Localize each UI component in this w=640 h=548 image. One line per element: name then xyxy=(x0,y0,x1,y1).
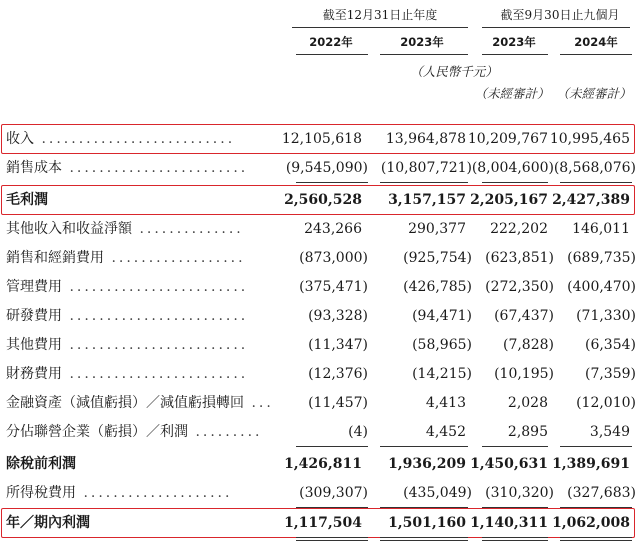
row-label: 收入 .......................... xyxy=(6,131,236,147)
cell-2023-annual: (435,049) xyxy=(403,485,472,501)
subtotal-rule-2024-nine-months xyxy=(560,182,632,183)
subtotal-rule-2022 xyxy=(296,507,368,508)
table-row-other-income xyxy=(0,216,640,242)
table-row-profit-before-tax xyxy=(0,451,640,477)
cell-2023-nine-months: 1,140,311 xyxy=(470,515,548,531)
cell-2024-nine-months: 146,011 xyxy=(572,221,630,237)
cell-2024-nine-months: (689,735) xyxy=(567,250,636,266)
column-header-2024-nine-months: 2024年 xyxy=(574,35,618,49)
cell-2024-nine-months: (71,330) xyxy=(576,308,636,324)
row-label: 除稅前利潤 xyxy=(6,456,76,472)
subtotal-rule-2022 xyxy=(296,446,368,447)
cell-2023-annual: (58,965) xyxy=(412,337,472,353)
table-row-cost-of-sales xyxy=(0,155,640,181)
column-header-2022-rule xyxy=(296,54,368,55)
total-double-rule-2023-nine-months xyxy=(482,537,548,541)
group-header-nine-months-rule xyxy=(482,27,630,28)
cell-2022: (11,457) xyxy=(308,395,368,411)
cell-2024-nine-months: 10,995,465 xyxy=(549,131,630,147)
cell-2023-nine-months: (8,004,600) xyxy=(471,160,554,176)
cell-2022: 12,105,618 xyxy=(281,131,362,147)
row-label: 其他費用 ........................ xyxy=(6,337,249,353)
cell-2024-nine-months: 3,549 xyxy=(589,424,630,440)
row-label: 所得稅費用 .................... xyxy=(6,485,233,501)
row-label: 管理費用 ........................ xyxy=(6,279,249,295)
cell-2024-nine-months: 1,062,008 xyxy=(552,515,630,531)
unaudited-note-2024: （未經審計） xyxy=(556,86,632,101)
table-row-selling-expenses xyxy=(0,245,640,271)
subtotal-rule-2023-nine-months xyxy=(482,507,548,508)
unaudited-note-2023: （未經審計） xyxy=(474,86,550,101)
cell-2022: (4) xyxy=(348,424,368,440)
cell-2024-nine-months: (327,683) xyxy=(567,485,636,501)
table-row-other-expenses xyxy=(0,332,640,358)
row-label: 毛利潤 xyxy=(6,192,48,208)
cell-2024-nine-months: (7,359) xyxy=(584,366,636,382)
table-row-revenue xyxy=(0,126,640,152)
subtotal-rule-2023-annual xyxy=(380,446,468,447)
cell-2023-nine-months: 2,895 xyxy=(507,424,548,440)
cell-2024-nine-months: (6,354) xyxy=(584,337,636,353)
row-label: 分佔聯營企業（虧損）／利潤 ......... xyxy=(6,424,263,440)
cell-2023-nine-months: (10,195) xyxy=(494,366,554,382)
group-header-annual-rule xyxy=(292,27,468,28)
cell-2023-nine-months: (623,851) xyxy=(485,250,554,266)
cell-2022: (873,000) xyxy=(299,250,368,266)
unit-note: （人民幣千元） xyxy=(410,64,498,79)
subtotal-rule-2022 xyxy=(296,182,368,183)
cell-2023-annual: 4,413 xyxy=(425,395,466,411)
table-row-rnd-expenses xyxy=(0,303,640,329)
cell-2023-annual: (14,215) xyxy=(412,366,472,382)
cell-2023-annual: (10,807,721) xyxy=(380,160,472,176)
cell-2022: (11,347) xyxy=(308,337,368,353)
subtotal-rule-2023-annual xyxy=(380,182,468,183)
row-label: 金融資產（減值虧損）／減值虧損轉回 ... xyxy=(6,395,274,411)
cell-2023-nine-months: 1,450,631 xyxy=(470,456,548,472)
cell-2022: (309,307) xyxy=(299,485,368,501)
cell-2023-annual: 13,964,878 xyxy=(385,131,466,147)
cell-2023-annual: 4,452 xyxy=(425,424,466,440)
table-row-gross-profit xyxy=(0,187,640,213)
subtotal-rule-2023-nine-months xyxy=(482,182,548,183)
cell-2023-annual: (925,754) xyxy=(403,250,472,266)
cell-2024-nine-months: (400,470) xyxy=(567,279,636,295)
cell-2023-nine-months: 222,202 xyxy=(490,221,548,237)
cell-2023-nine-months: (310,320) xyxy=(485,485,554,501)
row-label: 其他收入和收益淨額 .............. xyxy=(6,221,244,237)
cell-2023-annual: (426,785) xyxy=(403,279,472,295)
subtotal-rule-2024-nine-months xyxy=(560,507,632,508)
row-label: 研發費用 ........................ xyxy=(6,308,249,324)
cell-2023-nine-months: 10,209,767 xyxy=(467,131,548,147)
cell-2022: (93,328) xyxy=(308,308,368,324)
column-header-2023-nine-months: 2023年 xyxy=(492,35,536,49)
cell-2022: (9,545,090) xyxy=(285,160,368,176)
row-label: 銷售成本 ........................ xyxy=(6,160,249,176)
cell-2022: 1,426,811 xyxy=(284,456,362,472)
cell-2022: (12,376) xyxy=(308,366,368,382)
subtotal-rule-2023-nine-months xyxy=(482,446,548,447)
group-header-annual: 截至12月31日止年度 xyxy=(322,8,438,22)
cell-2024-nine-months: (12,010) xyxy=(576,395,636,411)
cell-2023-annual: 1,936,209 xyxy=(388,456,466,472)
column-header-2023-nine-months-rule xyxy=(482,54,548,55)
column-header-2023-annual-rule xyxy=(380,54,468,55)
total-double-rule-2023-annual xyxy=(380,537,468,541)
total-double-rule-2024-nine-months xyxy=(560,537,632,541)
group-header-nine-months: 截至9月30日止九個月 xyxy=(500,8,620,22)
table-row-finance-costs xyxy=(0,361,640,387)
table-row-income-tax xyxy=(0,480,640,506)
cell-2022: 2,560,528 xyxy=(284,192,362,208)
row-label: 銷售和經銷費用 .................. xyxy=(6,250,246,266)
cell-2022: 243,266 xyxy=(304,221,362,237)
subtotal-rule-2024-nine-months xyxy=(560,446,632,447)
row-label: 財務費用 ........................ xyxy=(6,366,249,382)
cell-2023-annual: 290,377 xyxy=(408,221,466,237)
table-row-net-profit xyxy=(0,510,640,536)
cell-2023-nine-months: 2,028 xyxy=(507,395,548,411)
row-label: 年／期內利潤 xyxy=(6,515,90,531)
cell-2024-nine-months: (8,568,076) xyxy=(553,160,636,176)
cell-2022: (375,471) xyxy=(299,279,368,295)
cell-2022: 1,117,504 xyxy=(284,515,362,531)
column-header-2023-annual: 2023年 xyxy=(400,35,444,49)
cell-2024-nine-months: 2,427,389 xyxy=(552,192,630,208)
cell-2023-annual: (94,471) xyxy=(412,308,472,324)
total-double-rule-2022 xyxy=(296,537,368,541)
cell-2023-annual: 3,157,157 xyxy=(388,192,466,208)
cell-2024-nine-months: 1,389,691 xyxy=(552,456,630,472)
cell-2023-nine-months: (272,350) xyxy=(485,279,554,295)
cell-2023-nine-months: 2,205,167 xyxy=(470,192,548,208)
table-row-admin-expenses xyxy=(0,274,640,300)
column-header-2024-nine-months-rule xyxy=(560,54,632,55)
cell-2023-nine-months: (7,828) xyxy=(502,337,554,353)
table-row-associates xyxy=(0,419,640,445)
cell-2023-nine-months: (67,437) xyxy=(494,308,554,324)
column-header-2022: 2022年 xyxy=(309,35,353,49)
subtotal-rule-2023-annual xyxy=(380,507,468,508)
cell-2023-annual: 1,501,160 xyxy=(388,515,466,531)
table-row-impairment xyxy=(0,390,640,416)
